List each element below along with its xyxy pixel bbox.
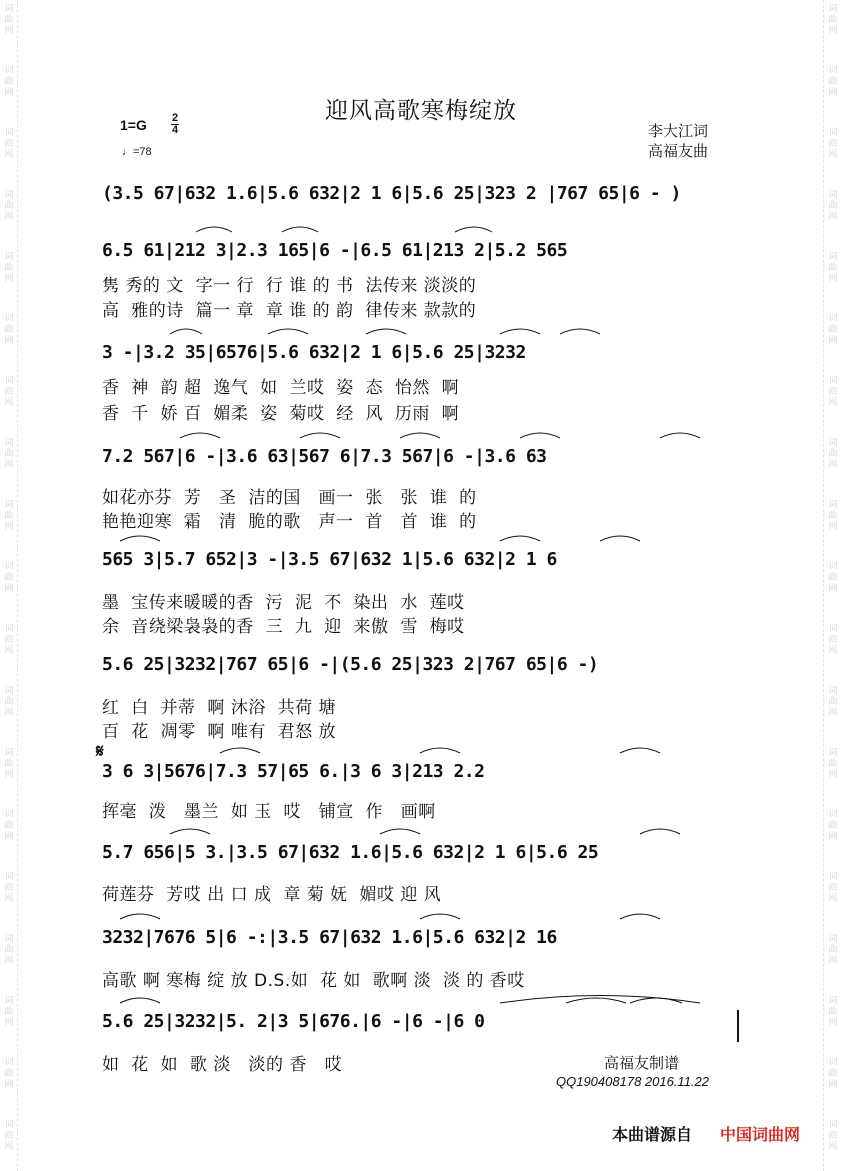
watermark-glyph: 网 bbox=[4, 584, 14, 594]
slur bbox=[620, 748, 660, 753]
watermark-glyph: 网 bbox=[828, 708, 838, 718]
slur bbox=[170, 829, 210, 834]
source-label: 本曲谱源自 bbox=[612, 1125, 693, 1144]
slur bbox=[560, 329, 600, 334]
watermark-glyph: 词 bbox=[4, 438, 14, 448]
slur bbox=[380, 829, 420, 834]
slur bbox=[282, 227, 318, 232]
watermark-glyph: 词 bbox=[828, 996, 838, 1006]
watermark-glyph: 曲 bbox=[4, 263, 14, 273]
watermark-glyph: 网 bbox=[828, 274, 838, 284]
watermark-glyph: 网 bbox=[828, 212, 838, 222]
watermark-glyph: 网 bbox=[828, 150, 838, 160]
watermark-glyph: 网 bbox=[4, 336, 14, 346]
watermark-glyph: 曲 bbox=[4, 821, 14, 831]
watermark-glyph: 曲 bbox=[4, 449, 14, 459]
watermark-glyph: 曲 bbox=[4, 635, 14, 645]
slur bbox=[400, 433, 440, 438]
watermark-glyph: 网 bbox=[828, 1142, 838, 1152]
slur bbox=[420, 748, 460, 753]
watermark-glyph: 曲 bbox=[4, 697, 14, 707]
slur bbox=[120, 536, 160, 541]
watermark-glyph: 词 bbox=[4, 996, 14, 1006]
watermark-glyph: 曲 bbox=[828, 15, 838, 25]
watermark-glyph: 曲 bbox=[828, 511, 838, 521]
watermark-glyph: 网 bbox=[828, 832, 838, 842]
watermark-glyph: 曲 bbox=[828, 759, 838, 769]
watermark-glyph: 词 bbox=[828, 872, 838, 882]
slur bbox=[420, 914, 460, 919]
watermark-glyph: 网 bbox=[4, 646, 14, 656]
watermark-glyph: 曲 bbox=[828, 697, 838, 707]
watermark-glyph: 网 bbox=[4, 770, 14, 780]
watermark-glyph: 词 bbox=[4, 128, 14, 138]
slur bbox=[620, 914, 660, 919]
watermark-glyph: 词 bbox=[4, 314, 14, 324]
watermark-glyph: 词 bbox=[828, 686, 838, 696]
lyrics-row-4-verse-1: 如花亦芬 芳 圣 洁的国 画一 张 张 谁 的 bbox=[102, 488, 477, 508]
lyrics-row-2-verse-1: 隽 秀的 文 字一 行 行 谁 的 书 法传来 淡淡的 bbox=[102, 276, 477, 296]
lyrics-row-6-verse-1: 红 白 并蒂 啊 沐浴 共荷 塘 bbox=[102, 698, 337, 718]
watermark-glyph: 词 bbox=[828, 438, 838, 448]
watermark-glyph: 网 bbox=[4, 460, 14, 470]
slur bbox=[520, 433, 560, 438]
watermark-glyph: 词 bbox=[4, 872, 14, 882]
watermark-glyph: 曲 bbox=[4, 1007, 14, 1017]
watermark-glyph: 网 bbox=[828, 88, 838, 98]
watermark-glyph: 网 bbox=[828, 1018, 838, 1028]
watermark-glyph: 词 bbox=[828, 376, 838, 386]
watermark-glyph: 词 bbox=[828, 4, 838, 14]
watermark-glyph: 词 bbox=[828, 66, 838, 76]
watermark-glyph: 曲 bbox=[828, 1069, 838, 1079]
watermark-glyph: 曲 bbox=[4, 1131, 14, 1141]
watermark-glyph: 曲 bbox=[4, 139, 14, 149]
watermark-glyph: 网 bbox=[828, 646, 838, 656]
watermark-glyph: 曲 bbox=[828, 1007, 838, 1017]
watermark-glyph: 曲 bbox=[828, 201, 838, 211]
watermark-glyph: 词 bbox=[4, 1120, 14, 1130]
watermark-glyph: 曲 bbox=[4, 759, 14, 769]
key-signature: 1=G bbox=[120, 117, 147, 133]
watermark-glyph: 词 bbox=[828, 748, 838, 758]
watermark-glyph: 词 bbox=[828, 934, 838, 944]
lyrics-row-8: 荷莲芬 芳哎 出 口 成 章 菊 妩 媚哎 迎 风 bbox=[102, 885, 442, 905]
watermark-glyph: 网 bbox=[4, 1142, 14, 1152]
watermark-glyph: 词 bbox=[828, 190, 838, 200]
watermark-glyph: 词 bbox=[828, 314, 838, 324]
watermark-glyph: 网 bbox=[4, 274, 14, 284]
watermark-glyph: 网 bbox=[4, 894, 14, 904]
lyrics-row-4-verse-2: 艳艳迎寒 霜 清 脆的歌 声一 首 首 谁 的 bbox=[102, 512, 477, 532]
watermark-glyph: 网 bbox=[828, 770, 838, 780]
watermark-glyph: 曲 bbox=[4, 511, 14, 521]
watermark-glyph: 词 bbox=[828, 128, 838, 138]
notation-row-6: 5.6 25|3232|767 65|6 -|(5.6 25|323 2|767 65|6 -) bbox=[102, 654, 599, 675]
watermark-glyph: 网 bbox=[4, 398, 14, 408]
watermark-glyph: 词 bbox=[4, 4, 14, 14]
slur bbox=[220, 748, 260, 753]
watermark-glyph: 网 bbox=[828, 584, 838, 594]
watermark-glyph: 网 bbox=[828, 1080, 838, 1090]
watermark-glyph: 词 bbox=[4, 252, 14, 262]
transcriber-credit: 高福友制谱 bbox=[604, 1054, 680, 1072]
watermark-glyph: 曲 bbox=[4, 387, 14, 397]
notation-row-1: (3.5 67|632 1.6|5.6 632|2 1 6|5.6 25|323 2 |767 65|6 - ) bbox=[102, 183, 681, 204]
watermark-glyph: 曲 bbox=[4, 945, 14, 955]
watermark-glyph: 网 bbox=[828, 956, 838, 966]
slur bbox=[600, 536, 640, 541]
slur bbox=[120, 998, 160, 1003]
watermark-glyph: 网 bbox=[4, 26, 14, 36]
watermark-glyph: 网 bbox=[4, 522, 14, 532]
watermark-glyph: 词 bbox=[4, 376, 14, 386]
watermark-glyph: 网 bbox=[4, 1080, 14, 1090]
watermark-glyph: 网 bbox=[828, 460, 838, 470]
watermark-glyph: 词 bbox=[4, 1058, 14, 1068]
watermark-glyph: 词 bbox=[4, 500, 14, 510]
slur bbox=[268, 329, 308, 334]
lyrics-row-7: 挥毫 泼 墨兰 如 玉 哎 铺宣 作 画啊 bbox=[102, 802, 436, 822]
watermark-glyph: 词 bbox=[828, 562, 838, 572]
lyrics-row-3-verse-1: 香 神 韵 超 逸气 如 兰哎 姿 态 怡然 啊 bbox=[102, 378, 460, 398]
watermark-glyph: 词 bbox=[4, 562, 14, 572]
slur bbox=[170, 329, 202, 334]
notation-row-8: 5.7 656|5 3.|3.5 67|632 1.6|5.6 632|2 1 6|5.6 25 bbox=[102, 842, 599, 863]
watermark-glyph: 网 bbox=[4, 832, 14, 842]
slur bbox=[660, 433, 700, 438]
watermark-glyph: 曲 bbox=[828, 573, 838, 583]
watermark-glyph: 网 bbox=[828, 894, 838, 904]
notation-row-4: 7.2 567|6 -|3.6 63|567 6|7.3 567|6 -|3.6 63 bbox=[102, 446, 547, 467]
watermark-glyph: 曲 bbox=[4, 201, 14, 211]
watermark-glyph: 曲 bbox=[4, 325, 14, 335]
watermark-glyph: 曲 bbox=[4, 77, 14, 87]
song-title: 迎风高歌寒梅绽放 bbox=[325, 98, 517, 124]
composer-credit: 高福友曲 bbox=[648, 142, 709, 160]
watermark-glyph: 网 bbox=[4, 956, 14, 966]
tie bbox=[566, 998, 626, 1003]
watermark-glyph: 曲 bbox=[828, 77, 838, 87]
watermark-glyph: 曲 bbox=[828, 449, 838, 459]
watermark-glyph: 词 bbox=[4, 934, 14, 944]
watermark-glyph: 网 bbox=[4, 1018, 14, 1028]
lyrics-row-9: 高歌 啊 寒梅 绽 放 D.S.如 花 如 歌啊 淡 淡 的 香哎 bbox=[102, 971, 525, 991]
lyrics-row-3-verse-2: 香 千 娇 百 媚柔 姿 菊哎 经 风 历雨 啊 bbox=[102, 404, 460, 424]
watermark-glyph: 网 bbox=[828, 336, 838, 346]
watermark-glyph: 网 bbox=[4, 88, 14, 98]
slur bbox=[180, 433, 220, 438]
notation-row-2: 6.5 61|212 3|2.3 165|6 -|6.5 61|213 2|5.2 565 bbox=[102, 240, 568, 261]
tie bbox=[630, 998, 682, 1003]
watermark-glyph: 曲 bbox=[4, 1069, 14, 1079]
watermark-glyph: 曲 bbox=[828, 263, 838, 273]
lyrics-row-2-verse-2: 高 雅的诗 篇一 章 章 谁 的 韵 律传来 款款的 bbox=[102, 301, 477, 321]
watermark-glyph: 词 bbox=[4, 748, 14, 758]
watermark-glyph: 词 bbox=[4, 624, 14, 634]
watermark-glyph: 词 bbox=[828, 500, 838, 510]
watermark-glyph: 词 bbox=[828, 1120, 838, 1130]
watermark-glyph: 曲 bbox=[828, 821, 838, 831]
notation-row-9: 3232|7676 5|6 -:|3.5 67|632 1.6|5.6 632|2 16 bbox=[102, 927, 557, 948]
slur bbox=[366, 329, 406, 334]
watermark-glyph: 词 bbox=[4, 810, 14, 820]
watermark-glyph: 词 bbox=[4, 66, 14, 76]
watermark-glyph: 网 bbox=[828, 398, 838, 408]
watermark-glyph: 曲 bbox=[828, 945, 838, 955]
watermark-glyph: 词 bbox=[828, 252, 838, 262]
lyrics-row-5-verse-1: 墨 宝传来暖暖的香 污 泥 不 染出 水 莲哎 bbox=[102, 593, 465, 613]
watermark-glyph: 曲 bbox=[4, 15, 14, 25]
notation-row-5: 565 3|5.7 652|3 -|3.5 67|632 1|5.6 632|2 1 6 bbox=[102, 549, 557, 570]
notation-row-7: 3 6 3|5676|7.3 57|65 6.|3 6 3|213 2.2 bbox=[102, 761, 485, 782]
watermark-glyph: 曲 bbox=[828, 139, 838, 149]
slur bbox=[300, 433, 340, 438]
tempo-marking: ♩=78 bbox=[122, 146, 152, 158]
segno-sign: 𝄋 bbox=[96, 741, 104, 762]
watermark-glyph: 网 bbox=[828, 522, 838, 532]
lyrics-row-6-verse-2: 百 花 凋零 啊 唯有 君怒 放 bbox=[102, 722, 337, 742]
watermark-glyph: 词 bbox=[4, 686, 14, 696]
watermark-glyph: 曲 bbox=[4, 883, 14, 893]
watermark-glyph: 网 bbox=[4, 212, 14, 222]
watermark-glyph: 曲 bbox=[4, 573, 14, 583]
time-signature-bottom: 4 bbox=[171, 124, 179, 136]
watermark-glyph: 曲 bbox=[828, 635, 838, 645]
lyrics-row-10: 如 花 如 歌 淡 淡的 香 哎 bbox=[102, 1055, 343, 1075]
slur bbox=[640, 829, 680, 834]
slur bbox=[500, 536, 540, 541]
watermark-glyph: 网 bbox=[4, 708, 14, 718]
watermark-glyph: 词 bbox=[4, 190, 14, 200]
watermark-glyph: 曲 bbox=[828, 325, 838, 335]
lyrics-row-5-verse-2: 余 音绕梁袅袅的香 三 九 迎 来傲 雪 梅哎 bbox=[102, 617, 465, 637]
slur bbox=[455, 227, 492, 232]
lyricist-credit: 李大江词 bbox=[648, 122, 709, 140]
site-link[interactable]: 中国词曲网 bbox=[720, 1125, 801, 1144]
notation-row-3: 3 -|3.2 35|6576|5.6 632|2 1 6|5.6 25|3232 bbox=[102, 342, 526, 363]
time-signature-top: 2 bbox=[171, 112, 179, 124]
transcription-date: QQ190408178 2016.11.22 bbox=[556, 1074, 710, 1089]
watermark-glyph: 词 bbox=[828, 810, 838, 820]
watermark-glyph: 网 bbox=[828, 26, 838, 36]
watermark-glyph: 曲 bbox=[828, 1131, 838, 1141]
notation-row-10: 5.6 25|3232|5. 2|3 5|676.|6 -|6 -|6 0 bbox=[102, 1011, 485, 1032]
slur bbox=[196, 227, 232, 232]
watermark-glyph: 词 bbox=[828, 1058, 838, 1068]
watermark-glyph: 曲 bbox=[828, 387, 838, 397]
slur bbox=[120, 914, 160, 919]
watermark-glyph: 曲 bbox=[828, 883, 838, 893]
slur bbox=[500, 329, 540, 334]
watermark-glyph: 词 bbox=[828, 624, 838, 634]
watermark-glyph: 网 bbox=[4, 150, 14, 160]
